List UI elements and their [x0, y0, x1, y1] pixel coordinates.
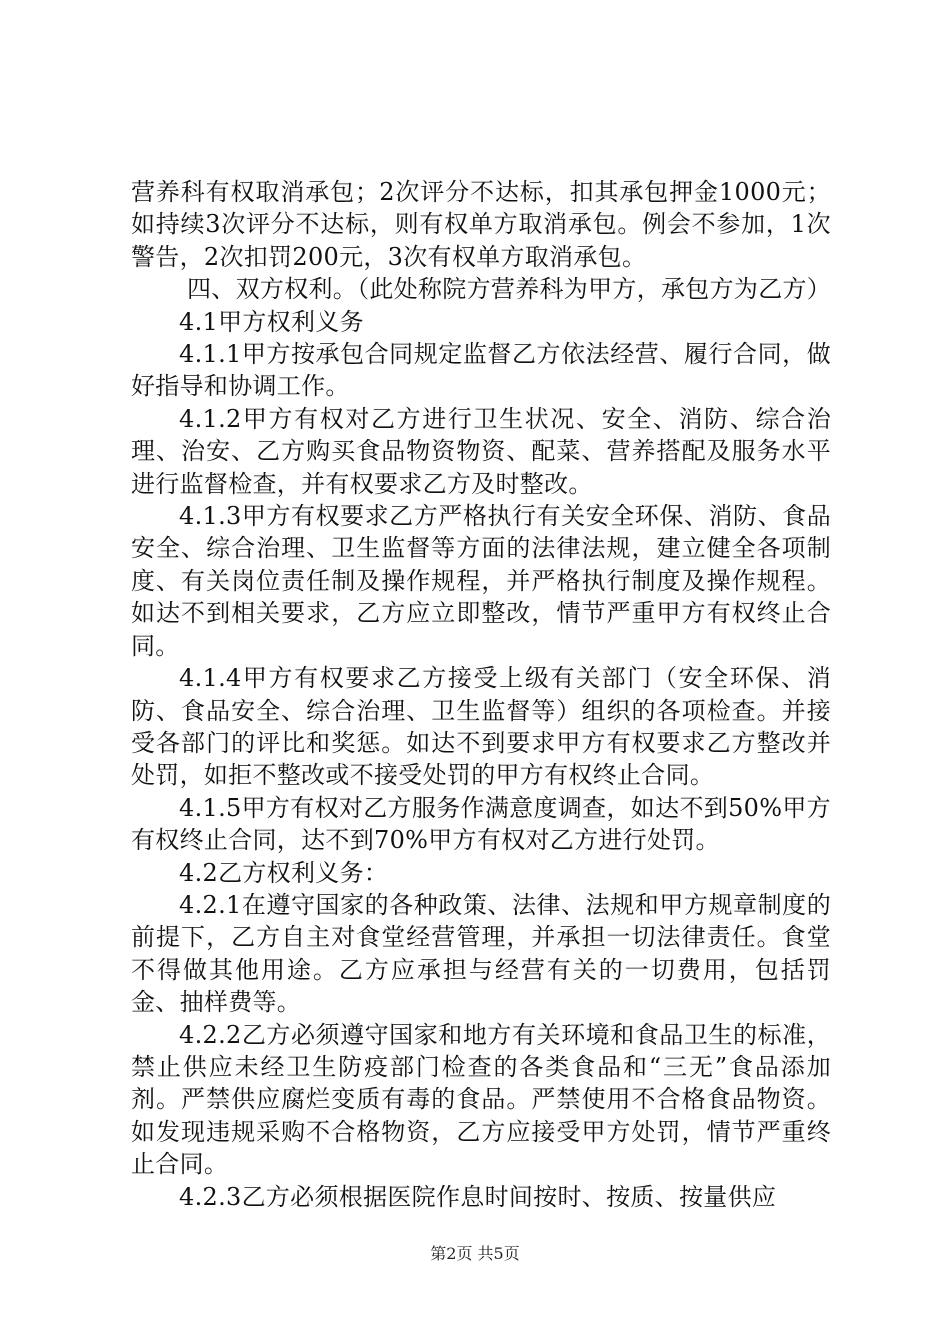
section-heading-rights: 四、双方权利。（此处称院方营养科为甲方，承包方为乙方） [187, 275, 832, 304]
clause-4-1-3: 4.1.3甲方有权要求乙方严格执行有关安全环保、消防、食品安全、综合治理、卫生监督等方面的法律法规，建立健全各项制度、有关岗位责任制及操作规程，并严格执行制度及操作规程。如达不到相关要求，乙方应立即整改，情节严重甲方有权终止合同。 [131, 502, 831, 660]
clause-4-2-3: 4.2.3乙方必须根据医院作息时间按时、按质、按量供应 [179, 1182, 777, 1211]
clause-4-2-1: 4.2.1在遵守国家的各种政策、法律、法规和甲方规章制度的前提下，乙方自主对食堂经营管理，并承担一切法律责任。食堂不得做其他用途。乙方应承担与经营有关的一切费用，包括罚金、抽样费等。 [131, 890, 831, 1017]
clause-4-1-4: 4.1.4甲方有权要求乙方接受上级有关部门（安全环保、消防、食品安全、综合治理、卫生监督等）组织的各项检查。并接受各部门的评比和奖惩。如达不到要求甲方有权要求乙方整改并处罚，如拒不整改或不接受处罚的甲方有权终止合同。 [131, 664, 831, 790]
document-body [131, 176, 831, 1213]
subsection-heading-party-b: 4.2乙方权利义务： [179, 858, 389, 887]
clause-4-1-2: 4.1.2甲方有权对乙方进行卫生状况、安全、消防、综合治理、治安、乙方购买食品物资物资、配菜、营养搭配及服务水平进行监督检查，并有权要求乙方及时整改。 [131, 404, 831, 498]
page-number-footer: 第2页 共5页 [430, 1244, 520, 1263]
clause-4-1-1: 4.1.1甲方按承包合同规定监督乙方依法经营、履行合同，做好指导和协调工作。 [131, 340, 831, 401]
clause-4-2-2: 4.2.2乙方必须遵守国家和地方有关环境和食品卫生的标准，禁止供应未经卫生防疫部门检查的各类食品和“三无”食品添加剂。严禁供应腐烂变质有毒的食品。严禁使用不合格食品物资。如发现违规采购不合格物资，乙方应接受甲方处罚，情节严重终止合同。 [131, 1020, 831, 1179]
paragraph-continuation: 营养科有权取消承包；2次评分不达标，扣其承包押金1000元；如持续3次评分不达标，则有权单方取消承包。例会不参加，1次警告，2次扣罚200元，3次有权单方取消承包。 [131, 178, 831, 271]
clause-4-1-5: 4.1.5甲方有权对乙方服务作满意度调查，如达不到50%甲方有权终止合同，达不到70%甲方有权对乙方进行处罚。 [131, 793, 831, 855]
subsection-heading-party-a: 4.1甲方权利义务 [179, 307, 364, 336]
